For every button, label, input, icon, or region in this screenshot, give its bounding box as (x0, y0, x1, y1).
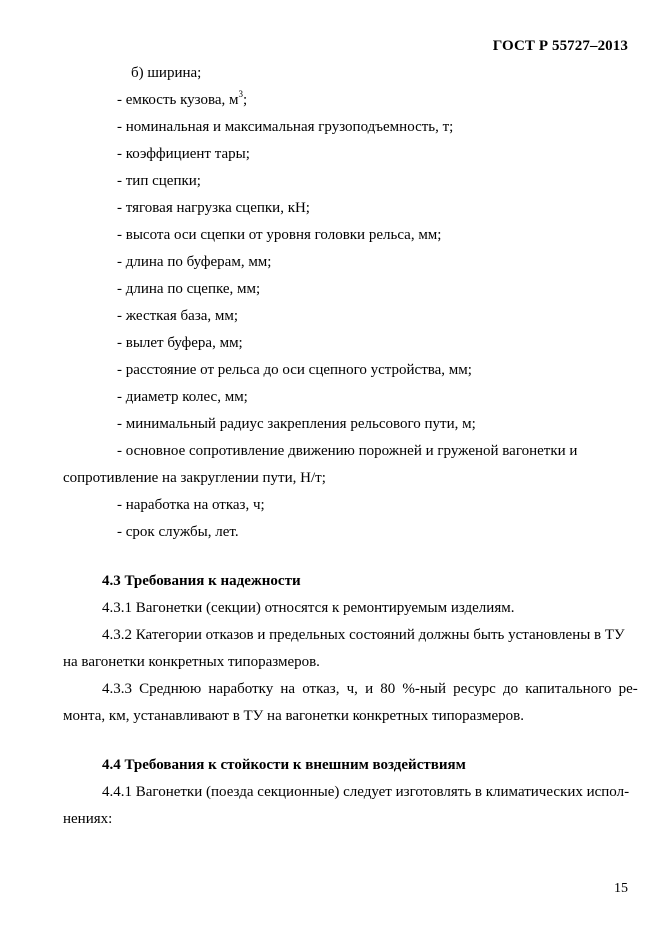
page-number: 15 (614, 881, 628, 896)
list-item: - коэффициент тары; (117, 146, 250, 162)
paragraph: 4.3.1 Вагонетки (секции) относятся к ремонтируемым изделиям. (102, 600, 515, 616)
section-heading: 4.3 Требования к надежности (102, 573, 301, 589)
list-item: - длина по сцепке, мм; (117, 281, 261, 297)
paragraph-continuation: нениях: (63, 811, 113, 827)
list-item: б) ширина; (131, 65, 202, 81)
list-item: - высота оси сцепки от уровня головки рельса, мм; (117, 227, 442, 243)
list-item-tail: ; (243, 92, 248, 108)
list-item: - жесткая база, мм; (117, 308, 239, 324)
list-item: - минимальный радиус закрепления рельсового пути, м; (117, 416, 476, 432)
list-item: - вылет буфера, мм; (117, 335, 243, 351)
list-item: - тип сцепки; (117, 173, 201, 189)
superscript: 3 (238, 89, 244, 99)
list-item: - основное сопротивление движению порожней и груженой вагонетки и (117, 443, 578, 459)
list-item: - тяговая нагрузка сцепки, кН; (117, 200, 310, 216)
list-item-continuation: сопротивление на закруглении пути, Н/т; (63, 470, 326, 486)
paragraph: 4.3.3 Среднюю наработку на отказ, ч, и 80 %-ный ресурс до капитального ре- (102, 681, 638, 697)
paragraph-continuation: на вагонетки конкретных типоразмеров. (63, 654, 320, 670)
list-item: - диаметр колес, мм; (117, 389, 248, 405)
list-item: - длина по буферам, мм; (117, 254, 272, 270)
list-item: - срок службы, лет. (117, 524, 239, 540)
paragraph-continuation: монта, км, устанавливают в ТУ на вагонетки конкретных типоразмеров. (63, 708, 524, 724)
section-heading: 4.4 Требования к стойкости к внешним воздействиям (102, 757, 466, 773)
list-item (117, 91, 247, 109)
list-item: - расстояние от рельса до оси сцепного устройства, мм; (117, 362, 472, 378)
paragraph: 4.3.2 Категории отказов и предельных состояний должны быть установлены в ТУ (102, 627, 625, 643)
paragraph: 4.4.1 Вагонетки (поезда секционные) следует изготовлять в климатических испол- (102, 784, 630, 800)
standard-designation: ГОСТ Р 55727–2013 (492, 38, 628, 54)
list-item: - наработка на отказ, ч; (117, 497, 265, 513)
list-item: - номинальная и максимальная грузоподъемность, т; (117, 119, 454, 135)
list-item-text: - емкость кузова, м (117, 92, 239, 108)
